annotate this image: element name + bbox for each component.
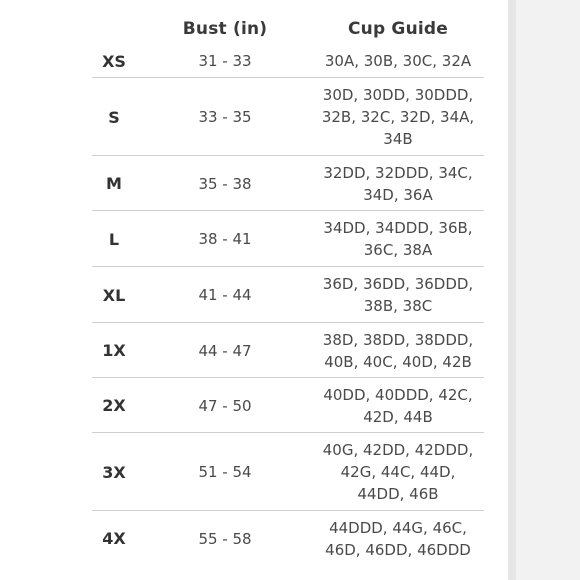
cup-sizes: 38D, 38DD, 38DDD, 40B, 40C, 40D, 42B — [322, 330, 474, 371]
bust-range: 55 - 58 — [198, 529, 252, 548]
bust-range: 44 - 47 — [198, 341, 252, 360]
bust-range: 31 - 33 — [198, 52, 252, 70]
size-row-2x — [0, 378, 508, 433]
bust-range: 41 - 44 — [198, 286, 252, 304]
size-label: 3X — [102, 462, 126, 482]
size-row-4x — [0, 511, 508, 566]
right-edge-stripe — [508, 0, 516, 580]
size-row-xl — [0, 267, 508, 323]
size-label: 2X — [102, 396, 126, 415]
size-label: XL — [102, 285, 126, 305]
size-row-m — [0, 156, 508, 211]
size-row-3x — [0, 433, 508, 511]
size-label: M — [106, 174, 122, 193]
bust-range: 33 - 35 — [198, 108, 252, 126]
size-label: XS — [102, 51, 126, 71]
size-row-l — [0, 211, 508, 267]
cup-guide-column-header: Cup Guide — [347, 19, 449, 39]
size-row-s — [0, 78, 508, 156]
bust-range: 35 - 38 — [198, 174, 252, 193]
bust-range: 38 - 41 — [198, 230, 252, 248]
size-label: 1X — [102, 341, 126, 360]
cup-sizes: 40G, 42DD, 42DDD, 42G, 44C, 44D, 44DD, 46B — [322, 441, 474, 503]
cup-sizes: 32DD, 32DDD, 34C, 34D, 36A — [323, 163, 473, 204]
size-row-xs — [0, 44, 508, 78]
cup-sizes: 40DD, 40DDD, 42C, 42D, 44B — [323, 385, 473, 426]
cup-sizes: 44DDD, 44G, 46C, 46D, 46DD, 46DDD — [325, 518, 471, 559]
bust-column-header: Bust (in) — [182, 19, 268, 39]
size-label: L — [108, 229, 120, 249]
cup-sizes: 34DD, 34DDD, 36B, 36C, 38A — [323, 219, 473, 259]
bust-range: 47 - 50 — [198, 396, 252, 415]
cup-sizes: 30D, 30DD, 30DDD, 32B, 32C, 32D, 34A, 34B — [321, 86, 475, 148]
size-label: 4X — [102, 529, 126, 548]
cup-sizes: 30A, 30B, 30C, 32A — [324, 52, 472, 70]
cup-sizes: 36D, 36DD, 36DDD, 38B, 38C — [322, 275, 474, 315]
size-row-1x — [0, 323, 508, 378]
bust-range: 51 - 54 — [198, 463, 252, 481]
size-label: S — [108, 107, 120, 127]
